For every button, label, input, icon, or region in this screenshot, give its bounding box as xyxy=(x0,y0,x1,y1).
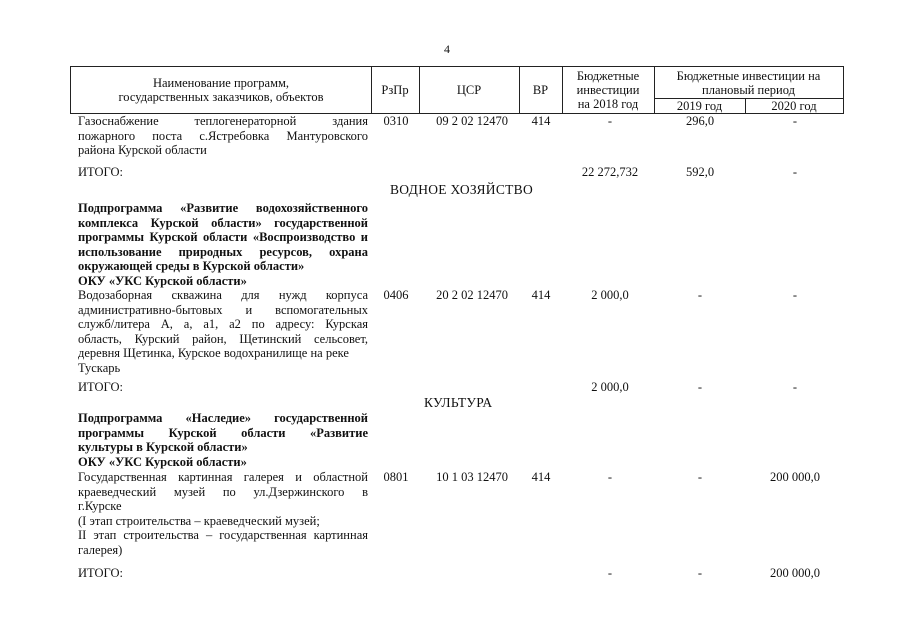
row-gas-2020: - xyxy=(792,114,798,128)
header-plan-period xyxy=(654,67,843,98)
total-label: ИТОГО: xyxy=(78,380,123,394)
page-number: 4 xyxy=(444,42,450,56)
row-gas-name: Газоснабжение теплогенераторной здания пожарного поста с.Ястребовка Мантуровского района Курской области xyxy=(78,114,368,157)
row-gas-2019: 296,0 xyxy=(685,114,715,128)
water-customer: ОКУ «УКС Курской области» xyxy=(78,274,247,288)
header-vr: ВР xyxy=(532,83,549,97)
header-rzpr: РзПр xyxy=(381,83,409,97)
row-water-2018: 2 000,0 xyxy=(591,288,629,302)
water-program-title: Подпрограмма «Развитие водохозяйственного комплекса Курской области» государственной программы Курской области «Воспроизводство и использование природных ресурсов, охрана окружающей среды в Курской области» xyxy=(78,201,368,273)
row-culture-vr: 414 xyxy=(531,470,551,484)
header-name-line: государственных заказчиков, объектов xyxy=(118,90,324,104)
row-culture-rzpr: 0801 xyxy=(383,470,409,484)
total-2019: 592,0 xyxy=(685,165,715,179)
row-gas-2018: - xyxy=(607,114,613,128)
header-name-column xyxy=(71,67,371,113)
culture-program-title: Подпрограмма «Наследие» государственной программы Курской области «Развитие культуры в Курской области» xyxy=(78,411,368,454)
total-2018: 2 000,0 xyxy=(591,380,629,394)
section-title-water: ВОДНОЕ ХОЗЯЙСТВО xyxy=(390,182,534,197)
row-culture-csr: 10 1 03 12470 xyxy=(436,470,508,484)
row-culture-2018: - xyxy=(607,470,613,484)
header-budget-line: на 2018 год xyxy=(577,97,639,111)
row-water-2019: - xyxy=(697,288,703,302)
total-2020: - xyxy=(792,380,798,394)
culture-customer: ОКУ «УКС Курской области» xyxy=(78,455,247,469)
row-culture-2019: - xyxy=(697,470,703,484)
row-water-rzpr: 0406 xyxy=(383,288,409,302)
header-budget-line: Бюджетные xyxy=(576,69,640,83)
row-gas-csr: 09 2 02 12470 xyxy=(436,114,508,128)
total-2020: - xyxy=(792,165,798,179)
row-water-name: Водозаборная скважина для нужд корпуса административно-бытовых и вспомогательных служб/литера А, а, а1, а2 по адресу: Курская область, Курский район, Щетинский сельсовет, деревня Щетинка, Курское водохранилище на реке Тускарь xyxy=(78,288,368,375)
header-plan-line: Бюджетные инвестиции на xyxy=(676,68,821,83)
total-2018: - xyxy=(607,566,613,580)
header-csr: ЦСР xyxy=(456,83,482,97)
row-culture-2020: 200 000,0 xyxy=(770,470,820,484)
header-budget-line: инвестиции xyxy=(576,83,640,97)
table-header xyxy=(70,66,844,114)
total-2018: 22 272,732 xyxy=(581,165,639,179)
row-water-csr: 20 2 02 12470 xyxy=(436,288,508,302)
header-budget-2018 xyxy=(562,67,654,113)
row-water-2020: - xyxy=(792,288,798,302)
row-gas-vr: 414 xyxy=(531,114,551,128)
header-name-line: Наименование программ, xyxy=(152,76,290,90)
header-2020: 2020 год xyxy=(771,98,817,113)
header-plan-line: плановый период xyxy=(702,82,795,97)
section-title-culture: КУЛЬТУРА xyxy=(424,395,493,410)
total-2019: - xyxy=(697,380,703,394)
header-2019: 2019 год xyxy=(676,98,723,113)
total-label: ИТОГО: xyxy=(78,165,123,179)
total-label: ИТОГО: xyxy=(78,566,123,580)
row-gas-rzpr: 0310 xyxy=(383,114,409,128)
row-culture-name: Государственная картинная галерея и областной краеведческий музей по ул.Дзержинского в г.Курске (I этап строительства – краеведческий музей; II этап строительства – государственная картинная галерея) xyxy=(78,470,368,557)
total-2019: - xyxy=(697,566,703,580)
total-2020: 200 000,0 xyxy=(770,566,820,580)
row-water-vr: 414 xyxy=(531,288,551,302)
